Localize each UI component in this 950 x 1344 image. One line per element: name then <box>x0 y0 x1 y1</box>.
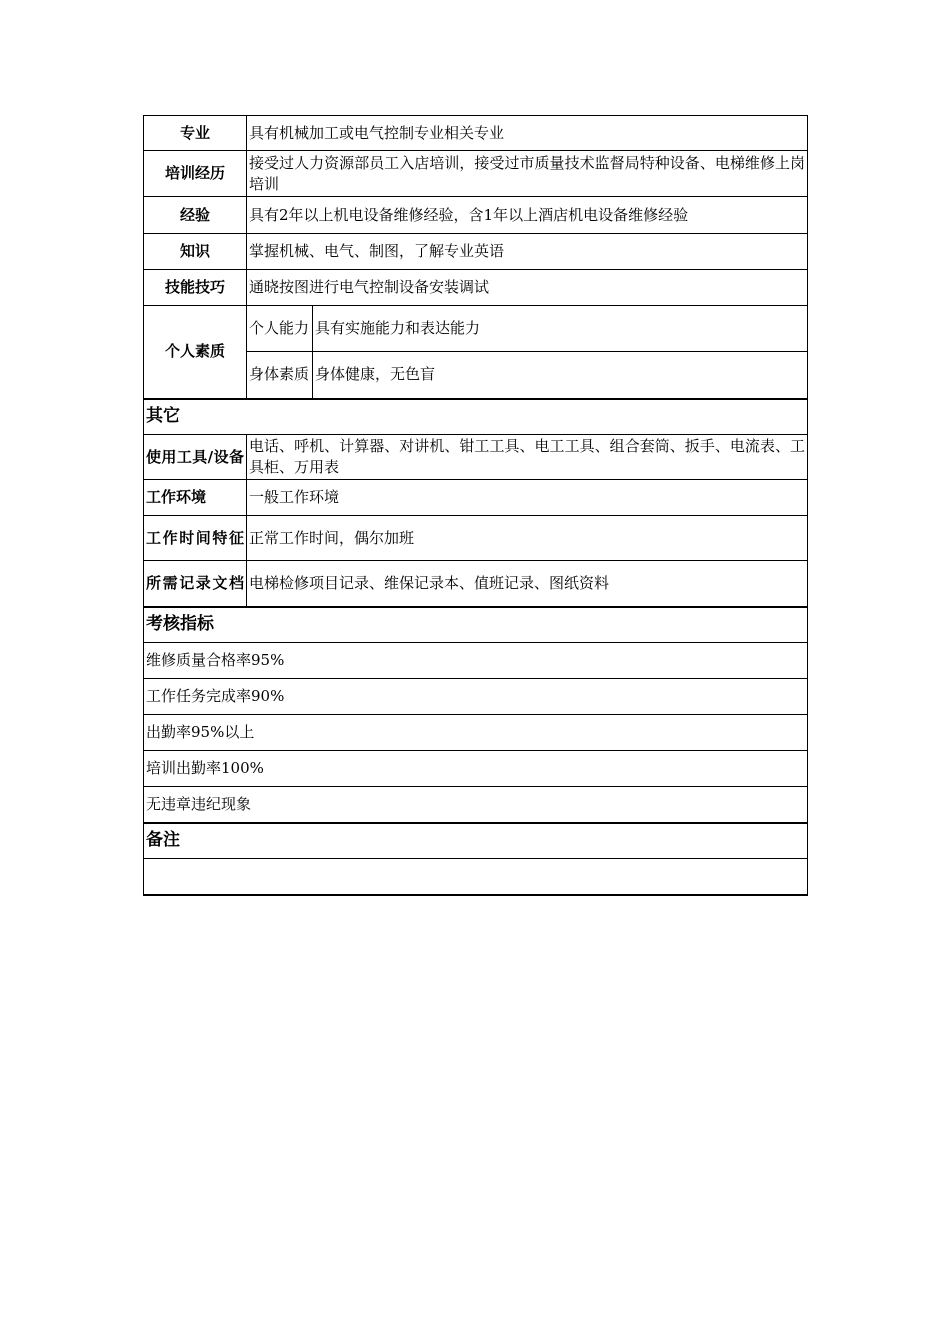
row-training <box>144 151 808 197</box>
row-skills <box>144 270 808 306</box>
kpi-item <box>144 787 808 823</box>
section-title-other: 其它 <box>144 399 808 435</box>
kpi-item-text: 无违章违纪现象 <box>144 787 808 823</box>
label-worktime: 工作时间特征 <box>144 516 247 561</box>
kpi-item <box>144 715 808 751</box>
value-physical: 身体健康，无色盲 <box>313 352 808 399</box>
value-training: 接受过人力资源部员工入店培训，接受过市质量技术监督局特种设备、电梯维修上岗培训 <box>247 151 808 197</box>
kpi-item <box>144 643 808 679</box>
value-environment: 一般工作环境 <box>247 480 808 516</box>
label-skills: 技能技巧 <box>144 270 247 306</box>
value-knowledge: 掌握机械、电气、制图，了解专业英语 <box>247 234 808 270</box>
value-tools: 电话、呼机、计算器、对讲机、钳工工具、电工工具、组合套筒、扳手、电流表、工具柜、万用表 <box>247 435 808 480</box>
kpi-item <box>144 679 808 715</box>
value-experience: 具有2年以上机电设备维修经验，含1年以上酒店机电设备维修经验 <box>247 197 808 234</box>
value-skills: 通晓按图进行电气控制设备安装调试 <box>247 270 808 306</box>
kpi-item-text: 维修质量合格率95% <box>144 643 808 679</box>
notes-value <box>144 859 808 895</box>
label-records: 所需记录文档 <box>144 561 247 607</box>
label-personal: 个人素质 <box>144 306 247 399</box>
kpi-item-text: 培训出勤率100% <box>144 751 808 787</box>
row-environment <box>144 480 808 516</box>
label-ability: 个人能力 <box>247 306 313 352</box>
label-environment: 工作环境 <box>144 480 247 516</box>
kpi-item-text: 工作任务完成率90% <box>144 679 808 715</box>
row-personal-ability <box>144 306 808 352</box>
value-records: 电梯检修项目记录、维保记录本、值班记录、图纸资料 <box>247 561 808 607</box>
row-records <box>144 561 808 607</box>
row-notes <box>144 859 808 895</box>
label-major: 专业 <box>144 116 247 151</box>
label-experience: 经验 <box>144 197 247 234</box>
label-tools: 使用工具/设备 <box>144 435 247 480</box>
kpi-item <box>144 751 808 787</box>
label-physical: 身体素质 <box>247 352 313 399</box>
label-knowledge: 知识 <box>144 234 247 270</box>
section-title-kpi: 考核指标 <box>144 607 808 643</box>
section-title-notes: 备注 <box>144 823 808 859</box>
row-experience <box>144 197 808 234</box>
kpi-item-text: 出勤率95%以上 <box>144 715 808 751</box>
section-other <box>144 399 808 435</box>
row-major <box>144 116 808 151</box>
section-notes <box>144 823 808 859</box>
label-training: 培训经历 <box>144 151 247 197</box>
value-worktime: 正常工作时间，偶尔加班 <box>247 516 808 561</box>
value-ability: 具有实施能力和表达能力 <box>313 306 808 352</box>
value-major: 具有机械加工或电气控制专业相关专业 <box>247 116 808 151</box>
row-knowledge <box>144 234 808 270</box>
section-kpi <box>144 607 808 643</box>
row-tools <box>144 435 808 480</box>
row-worktime <box>144 516 808 561</box>
job-requirements-table <box>143 115 808 896</box>
